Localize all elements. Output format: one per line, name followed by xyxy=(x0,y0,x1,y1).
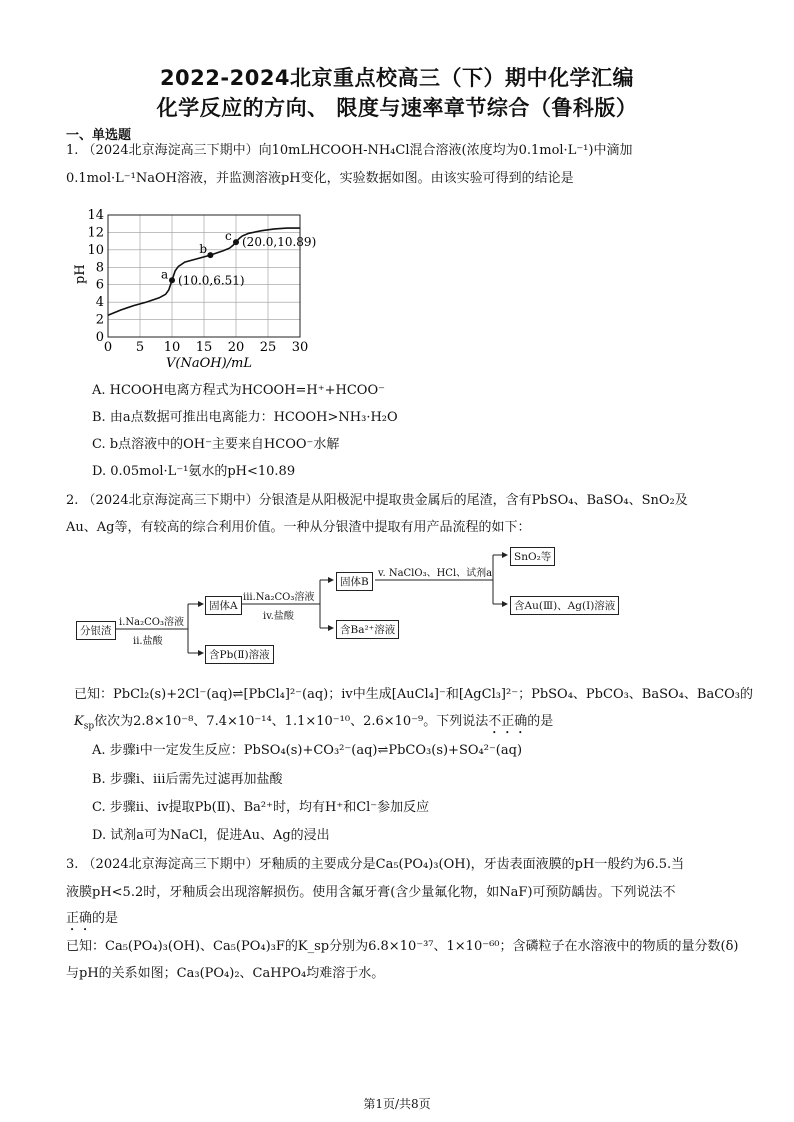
q2-option-c[interactable]: C. 步骤ⅱ、ⅳ提取Pb(Ⅱ)、Ba²⁺时，均有H⁺和Cl⁻参加反应 xyxy=(92,800,430,815)
y-tick-label: 2 xyxy=(95,312,104,328)
flow-step5-label: v. NaClO₃、HCl、试剂a xyxy=(378,568,493,579)
point-annotation-a: (10.0,6.51) xyxy=(178,273,245,288)
y-tick-label: 12 xyxy=(87,225,104,241)
q2-stem-line2: Au、Ag等，有较高的综合利用价值。一种从分银渣中提取有用产品流程的如下： xyxy=(66,520,531,535)
x-tick-label: 10 xyxy=(163,340,181,355)
q1-stem-text1: 向10mLHCOOH-NH₄Cl混合溶液(浓度均为0.1mol·L⁻¹)中滴加 xyxy=(258,143,633,158)
q3-known-line1: 已知：Ca₅(PO₄)₃(OH)、Ca₅(PO₄)₃F的K_sp分别为6.8×10⁻³⁷、1×10⁻⁶⁰；含磷粒子在水溶液中的物质的量分数(δ) xyxy=(66,939,739,954)
q1-option-a[interactable]: A. HCOOH电离方程式为HCOOH=H⁺+HCOO⁻ xyxy=(92,383,385,398)
x-tick-label: 0 xyxy=(103,340,113,355)
data-point-a xyxy=(169,277,175,283)
y-tick-label: 10 xyxy=(87,242,104,258)
q2-emphasis: 不正确 xyxy=(488,714,528,729)
document-title-line2: 化学反应的方向、 限度与速率章节综合（鲁科版） xyxy=(156,96,638,120)
chart-xlabel: V(NaOH)/mL xyxy=(166,356,252,371)
flow-solid-b-box: 固体B xyxy=(336,572,373,591)
ksp-subscript: sp xyxy=(83,721,95,732)
q1-option-c[interactable]: C. b点溶液中的OH⁻主要来自HCOO⁻水解 xyxy=(92,437,340,452)
q1-source: （2024北京海淀高三下期中） xyxy=(82,143,259,158)
point-label-a: a xyxy=(161,267,169,282)
q2-option-b[interactable]: B. 步骤ⅰ、ⅲ后需先过滤再加盐酸 xyxy=(92,772,283,787)
flow-step2-label: ii.盐酸 xyxy=(133,636,163,647)
flow-au-ag-box: 含Au(Ⅲ)、Ag(Ⅰ)溶液 xyxy=(510,596,619,615)
y-tick-label: 6 xyxy=(95,277,104,293)
q2-stem-line1 xyxy=(66,492,688,510)
x-tick-label: 30 xyxy=(291,340,309,355)
q1-stem-line1 xyxy=(66,142,632,160)
q2-source: （2024北京海淀高三下期中） xyxy=(82,493,259,508)
q2-option-d[interactable]: D. 试剂a可为NaCl，促进Au、Ag的浸出 xyxy=(92,828,330,843)
q1-number: 1. xyxy=(66,143,79,158)
q3-source: （2024北京海淀高三下期中） xyxy=(82,857,259,872)
document-title-line1: 2022-2024北京重点校高三（下）期中化学汇编 xyxy=(159,66,635,90)
q2-stem-text1: 分银渣是从阳极泥中提取贵金属后的尾渣，含有PbSO₄、BaSO₄、SnO₂及 xyxy=(258,493,688,508)
q3-number: 3. xyxy=(66,857,79,872)
q2-known-line2 xyxy=(74,713,553,737)
q3-emphasis: 正确 xyxy=(66,911,93,926)
data-point-c xyxy=(233,239,239,245)
x-tick-label: 25 xyxy=(259,340,277,355)
flow-step4-label: iv.盐酸 xyxy=(263,611,294,622)
process-flow-diagram xyxy=(75,540,635,670)
q2-known-tail: 的是 xyxy=(527,714,554,729)
data-point-b xyxy=(207,252,213,258)
flow-step1-label: i.Na₂CO₃溶液 xyxy=(119,617,184,628)
point-label-b: b xyxy=(199,242,208,257)
q3-stem-text1: 牙釉质的主要成分是Ca₅(PO₄)₃(OH)，牙齿表面液膜的pH一般约为6.5.当 xyxy=(258,857,685,872)
q2-known-line1: 已知：PbCl₂(s)+2Cl⁻(aq)⇌[PbCl₄]²⁻(aq)；iv中生成[AuCl₄]⁻和[AgCl₃]²⁻；PbSO₄、PbCO₃、BaSO₄、BaCO₃的 xyxy=(74,687,754,702)
section-heading: 一、单选题 xyxy=(66,128,132,143)
flow-solid-a-box: 固体A xyxy=(205,596,242,615)
q3-stem-line1 xyxy=(66,856,684,874)
x-tick-label: 20 xyxy=(227,340,245,355)
flow-sno2-box: SnO₂等 xyxy=(510,547,555,566)
q2-option-a[interactable]: A. 步骤ⅰ中一定发生反应：PbSO₄(s)+CO₃²⁻(aq)⇌PbCO₃(s)+SO₄²⁻(aq) xyxy=(92,743,523,758)
flow-start-box: 分银渣 xyxy=(76,621,116,640)
q1-option-d[interactable]: D. 0.05mol·L⁻¹氨水的pH<10.89 xyxy=(92,464,296,479)
q1-option-b[interactable]: B. 由a点数据可推出电离能力：HCOOH>NH₃·H₂O xyxy=(92,410,398,425)
x-tick-label: 15 xyxy=(195,340,213,355)
q1-stem-line2: 0.1mol·L⁻¹NaOH溶液，并监测溶液pH变化，实验数据如图。由该实验可得到的结论是 xyxy=(66,171,574,186)
ksp-symbol: K xyxy=(74,714,84,729)
x-tick-label: 5 xyxy=(135,340,145,355)
q3-stem-line2: 液膜pH<5.2时，牙釉质会出现溶解损伤。使用含氟牙膏(含少量氟化物，如NaF)可预防龋齿。下列说法不 xyxy=(66,885,676,900)
page-footer: 第1页/共8页 xyxy=(363,1097,431,1111)
flow-step3-label: iii.Na₂CO₃溶液 xyxy=(243,592,315,603)
q2-number: 2. xyxy=(66,493,79,508)
y-tick-label: 4 xyxy=(95,295,104,311)
point-annotation-c: (20.0,10.89) xyxy=(242,235,317,250)
q3-known-line2: 与pH的关系如图；Ca₃(PO₄)₂、CaHPO₄均难溶于水。 xyxy=(66,966,385,981)
y-tick-label: 8 xyxy=(95,260,104,276)
q3-stem-tail: 的是 xyxy=(92,911,119,926)
q3-stem-line3 xyxy=(66,910,118,934)
point-label-c: c xyxy=(225,229,232,244)
y-tick-label: 0 xyxy=(95,330,104,345)
chart-points xyxy=(161,229,316,287)
chart-ylabel: pH xyxy=(73,264,88,284)
ph-titration-chart xyxy=(70,205,340,380)
flow-ba-solution-box: 含Ba²⁺溶液 xyxy=(336,620,399,639)
q2-known-text: 依次为2.8×10⁻⁸、7.4×10⁻¹⁴、1.1×10⁻¹⁰、2.6×10⁻⁹。下列说法 xyxy=(94,714,489,729)
y-tick-label: 14 xyxy=(87,208,104,223)
flow-pb-solution-box: 含Pb(Ⅱ)溶液 xyxy=(205,645,274,664)
